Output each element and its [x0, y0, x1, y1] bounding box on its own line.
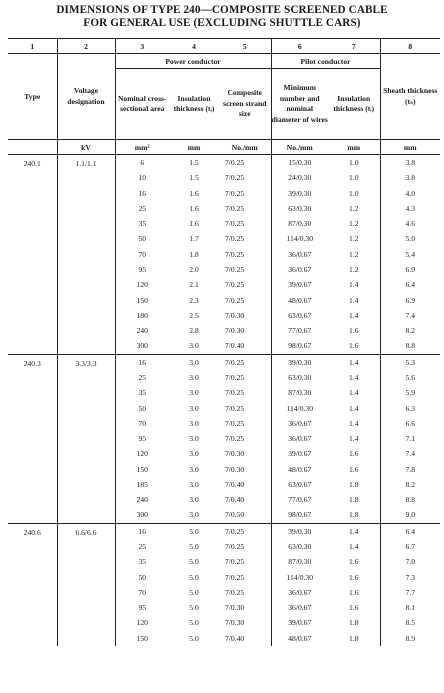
sheath-cell: 6.7 — [380, 539, 440, 554]
nominal-area-cell: 70 — [115, 416, 169, 431]
sheath-cell: 7.3 — [380, 570, 440, 585]
table-row — [8, 155, 440, 171]
table-title — [0, 4, 444, 30]
composite-screen-cell: 7/0.40 — [225, 479, 245, 489]
pilot-wires-cell: 114/0.30 — [271, 231, 328, 246]
unit-cell: No./mm — [271, 140, 328, 155]
insulation-pilot-cell: 1.2 — [349, 219, 359, 229]
composite-screen-cell: 7/0.25 — [225, 557, 245, 567]
nominal-area-cell: 16 — [115, 354, 169, 370]
nominal-area-cell: 150 — [115, 462, 169, 477]
sheath-cell: 5.3 — [380, 354, 440, 370]
composite-screen-cell: 7/0.40 — [225, 341, 245, 351]
voltage-cell: 1.1/1.1 — [57, 155, 115, 355]
pilot-wires-cell: 24/0.30 — [271, 170, 328, 185]
nominal-area-cell: 50 — [115, 231, 169, 246]
pilot-wires-cell: 77/0.67 — [271, 492, 328, 507]
voltage-cell: 6.6/6.6 — [57, 523, 115, 646]
sheath-cell: 7.0 — [380, 554, 440, 569]
pilot-wires-cell: 98/0.67 — [271, 507, 328, 523]
group-header-row — [8, 54, 440, 69]
nominal-area-cell: 185 — [115, 477, 169, 492]
composite-screen-cell: 7/0.40 — [225, 495, 245, 505]
insulation-pilot-cell: 1.6 — [349, 572, 359, 582]
group-power-conductor: Power conductor — [115, 54, 271, 69]
voltage-cell: 3.3/3.3 — [57, 354, 115, 523]
composite-screen-cell: 7/0.40 — [225, 633, 245, 643]
composite-screen-cell: 7/0.25 — [225, 434, 245, 444]
sheath-cell: 8.5 — [380, 615, 440, 630]
insulation-power-cell: 3.0 — [189, 434, 199, 444]
nominal-area-cell: 150 — [115, 631, 169, 646]
insulation-pilot-cell: 1.4 — [349, 372, 359, 382]
nominal-area-cell: 120 — [115, 615, 169, 630]
insulation-power-cell: 3.0 — [189, 341, 199, 351]
unit-cell: mm² — [115, 140, 169, 155]
composite-screen-cell: 7/0.25 — [219, 354, 271, 370]
composite-screen-cell: 7/0.25 — [225, 203, 245, 213]
insulation-pilot-cell: 1.2 — [349, 264, 359, 274]
type-cell: 240.3 — [8, 354, 57, 523]
cable-dimensions-table — [8, 38, 440, 646]
nominal-area-cell: 70 — [115, 585, 169, 600]
pilot-wires-cell: 36/0.67 — [271, 431, 328, 446]
sheath-cell: 5.4 — [380, 247, 440, 262]
composite-screen-cell: 7/0.30 — [225, 326, 245, 336]
nominal-area-cell: 50 — [115, 570, 169, 585]
nominal-area-cell: 16 — [115, 186, 169, 201]
composite-screen-cell: 7/0.30 — [225, 310, 245, 320]
pilot-wires-cell: 36/0.67 — [271, 600, 328, 615]
sheath-cell: 6.4 — [380, 277, 440, 292]
unit-cell: mm — [380, 140, 440, 155]
insulation-pilot-cell: 1.4 — [328, 523, 380, 539]
sheath-cell: 4.6 — [380, 216, 440, 231]
composite-screen-cell: 7/0.25 — [225, 173, 245, 183]
pilot-wires-cell: 48/0.67 — [271, 631, 328, 646]
insulation-power-cell: 1.7 — [189, 234, 199, 244]
pilot-wires-cell: 36/0.67 — [271, 262, 328, 277]
table-row — [8, 523, 440, 539]
insulation-pilot-cell: 1.4 — [349, 388, 359, 398]
pilot-wires-cell: 39/0.67 — [271, 277, 328, 292]
group-pilot-conductor: Pilot conductor — [271, 54, 380, 69]
sheath-cell: 8.1 — [380, 600, 440, 615]
insulation-power-cell: 5.0 — [169, 523, 219, 539]
pilot-wires-cell: 63/0.30 — [271, 370, 328, 385]
pilot-wires-cell: 48/0.67 — [271, 293, 328, 308]
composite-screen-cell: 7/0.30 — [225, 464, 245, 474]
nominal-area-cell: 240 — [115, 323, 169, 338]
sheath-cell: 6.6 — [380, 416, 440, 431]
pilot-wires-cell: 36/0.67 — [271, 585, 328, 600]
nominal-area-cell: 16 — [115, 523, 169, 539]
pilot-wires-cell: 87/0.30 — [271, 216, 328, 231]
header-type: Type — [24, 92, 41, 101]
sheath-cell: 8.8 — [380, 338, 440, 354]
header-composite-screen: Composite screen strand size — [222, 88, 267, 119]
sheath-cell: 5.9 — [380, 385, 440, 400]
pilot-wires-cell: 36/0.67 — [271, 247, 328, 262]
insulation-pilot-cell: 1.4 — [349, 434, 359, 444]
composite-screen-cell: 7/0.30 — [225, 618, 245, 628]
insulation-power-cell: 1.8 — [189, 249, 199, 259]
composite-screen-cell: 7/0.25 — [225, 388, 245, 398]
sheath-cell: 4.3 — [380, 201, 440, 216]
column-number: 6 — [271, 39, 328, 54]
unit-cell: kV — [57, 140, 115, 155]
sheath-cell: 8.9 — [380, 631, 440, 646]
insulation-power-cell: 2.0 — [189, 264, 199, 274]
composite-screen-cell: 7/0.25 — [225, 403, 245, 413]
composite-screen-cell: 7/0.50 — [225, 510, 245, 520]
insulation-power-cell: 2.1 — [189, 280, 199, 290]
insulation-pilot-cell: 1.0 — [349, 173, 359, 183]
header-nominal-area: Nominal cross-sectional area — [115, 69, 169, 140]
sheath-cell: 8.2 — [380, 477, 440, 492]
unit-cell: mm — [328, 140, 380, 155]
composite-screen-cell: 7/0.25 — [225, 418, 245, 428]
composite-screen-cell: 7/0.25 — [225, 280, 245, 290]
pilot-wires-cell: 39/0.30 — [271, 523, 328, 539]
column-number: 5 — [219, 39, 271, 54]
pilot-wires-cell: 48/0.67 — [271, 462, 328, 477]
pilot-wires-cell: 63/0.30 — [271, 201, 328, 216]
nominal-area-cell: 240 — [115, 492, 169, 507]
insulation-pilot-cell: 1.6 — [349, 557, 359, 567]
nominal-area-cell: 95 — [115, 600, 169, 615]
sheath-cell: 5.6 — [380, 370, 440, 385]
insulation-pilot-cell: 1.6 — [349, 326, 359, 336]
insulation-power-cell: 1.5 — [189, 173, 199, 183]
insulation-pilot-cell: 1.6 — [349, 587, 359, 597]
nominal-area-cell: 25 — [115, 370, 169, 385]
composite-screen-cell: 7/0.25 — [225, 542, 245, 552]
insulation-power-cell: 3.0 — [189, 495, 199, 505]
insulation-pilot-cell: 1.4 — [349, 542, 359, 552]
composite-screen-cell: 7/0.25 — [225, 372, 245, 382]
insulation-power-cell: 1.6 — [189, 203, 199, 213]
insulation-power-cell: 5.0 — [189, 557, 199, 567]
pilot-wires-cell: 63/0.67 — [271, 477, 328, 492]
composite-screen-cell: 7/0.25 — [225, 264, 245, 274]
insulation-pilot-cell: 1.8 — [349, 495, 359, 505]
nominal-area-cell: 10 — [115, 170, 169, 185]
nominal-area-cell: 35 — [115, 385, 169, 400]
unit-cell: No./mm — [219, 140, 271, 155]
insulation-power-cell: 5.0 — [189, 572, 199, 582]
insulation-power-cell: 3.0 — [189, 403, 199, 413]
nominal-area-cell: 300 — [115, 507, 169, 523]
insulation-power-cell: 1.6 — [189, 219, 199, 229]
insulation-power-cell: 5.0 — [189, 542, 199, 552]
insulation-power-cell: 1.6 — [189, 188, 199, 198]
insulation-power-cell: 5.0 — [189, 633, 199, 643]
sheath-cell: 7.4 — [380, 308, 440, 323]
sheath-cell: 9.0 — [380, 507, 440, 523]
insulation-power-cell: 3.0 — [189, 418, 199, 428]
insulation-pilot-cell: 1.6 — [349, 603, 359, 613]
sheath-cell: 6.9 — [380, 293, 440, 308]
header-insulation-pilot: Insulation thickness (tᵢ) — [333, 93, 375, 113]
sheath-cell: 6.4 — [380, 523, 440, 539]
composite-screen-cell: 7/0.25 — [225, 587, 245, 597]
nominal-area-cell: 35 — [115, 216, 169, 231]
nominal-area-cell: 120 — [115, 277, 169, 292]
pilot-wires-cell: 39/0.67 — [271, 446, 328, 461]
sheath-cell: 6.3 — [380, 401, 440, 416]
composite-screen-cell: 7/0.25 — [225, 249, 245, 259]
insulation-pilot-cell: 1.4 — [349, 280, 359, 290]
sheath-cell: 7.1 — [380, 431, 440, 446]
insulation-pilot-cell: 1.6 — [349, 449, 359, 459]
sheath-cell: 3.8 — [380, 170, 440, 185]
nominal-area-cell: 6 — [115, 155, 169, 171]
sheath-cell: 3.8 — [380, 155, 440, 171]
sheath-cell: 4.0 — [380, 186, 440, 201]
title-line-1: DIMENSIONS OF TYPE 240—COMPOSITE SCREENED CABLE — [56, 4, 388, 16]
insulation-power-cell: 3.0 — [189, 372, 199, 382]
sheath-cell: 7.4 — [380, 446, 440, 461]
table-row — [8, 354, 440, 370]
column-number: 2 — [57, 39, 115, 54]
sheath-cell: 8.2 — [380, 323, 440, 338]
pilot-wires-cell: 39/0.30 — [271, 354, 328, 370]
pilot-wires-cell: 98/0.67 — [271, 338, 328, 354]
insulation-pilot-cell: 1.6 — [349, 464, 359, 474]
composite-screen-cell: 7/0.30 — [225, 449, 245, 459]
nominal-area-cell: 70 — [115, 247, 169, 262]
insulation-power-cell: 2.3 — [189, 295, 199, 305]
nominal-area-cell: 95 — [115, 262, 169, 277]
insulation-pilot-cell: 1.6 — [349, 341, 359, 351]
column-number: 8 — [380, 39, 440, 54]
insulation-power-cell: 5.0 — [189, 618, 199, 628]
composite-screen-cell: 7/0.25 — [225, 188, 245, 198]
composite-screen-cell: 7/0.25 — [225, 295, 245, 305]
nominal-area-cell: 35 — [115, 554, 169, 569]
pilot-wires-cell: 15/0.30 — [271, 155, 328, 171]
sheath-cell: 7.7 — [380, 585, 440, 600]
insulation-power-cell: 3.0 — [189, 388, 199, 398]
composite-screen-cell: 7/0.25 — [219, 155, 271, 171]
insulation-power-cell: 1.5 — [169, 155, 219, 171]
pilot-wires-cell: 87/0.30 — [271, 385, 328, 400]
insulation-pilot-cell: 1.4 — [349, 418, 359, 428]
nominal-area-cell: 95 — [115, 431, 169, 446]
header-sheath: Sheath thickness (tₛ) — [380, 54, 440, 140]
insulation-pilot-cell: 1.8 — [349, 479, 359, 489]
nominal-area-cell: 150 — [115, 293, 169, 308]
type-cell: 240.6 — [8, 523, 57, 646]
insulation-pilot-cell: 1.4 — [328, 354, 380, 370]
unit-cell: mm — [169, 140, 219, 155]
column-number: 7 — [328, 39, 380, 54]
insulation-power-cell: 5.0 — [189, 603, 199, 613]
insulation-pilot-cell: 1.4 — [349, 295, 359, 305]
sheath-cell: 8.8 — [380, 492, 440, 507]
unit-cell — [8, 140, 57, 155]
title-line-2: FOR GENERAL USE (EXCLUDING SHUTTLE CARS) — [83, 17, 361, 29]
insulation-power-cell: 3.0 — [189, 464, 199, 474]
pilot-wires-cell: 114/0.30 — [271, 570, 328, 585]
column-number: 3 — [115, 39, 169, 54]
composite-screen-cell: 7/0.30 — [225, 603, 245, 613]
insulation-power-cell: 3.0 — [189, 449, 199, 459]
type-cell: 240.1 — [8, 155, 57, 355]
column-number: 1 — [8, 39, 57, 54]
insulation-power-cell: 3.0 — [189, 510, 199, 520]
insulation-pilot-cell: 1.8 — [349, 510, 359, 520]
pilot-wires-cell: 39/0.30 — [271, 186, 328, 201]
sheath-cell: 5.0 — [380, 231, 440, 246]
insulation-pilot-cell: 1.2 — [349, 249, 359, 259]
insulation-pilot-cell: 1.8 — [349, 618, 359, 628]
nominal-area-cell: 180 — [115, 308, 169, 323]
pilot-wires-cell: 77/0.67 — [271, 323, 328, 338]
nominal-area-cell: 25 — [115, 201, 169, 216]
insulation-pilot-cell: 1.8 — [349, 633, 359, 643]
insulation-pilot-cell: 1.2 — [349, 203, 359, 213]
insulation-power-cell: 5.0 — [189, 587, 199, 597]
header-min-number-wires: Minimum number and nominal diameter of wires — [271, 69, 328, 140]
header-insulation-power: Insulation thickness (tᵢ) — [173, 93, 215, 113]
insulation-pilot-cell: 1.0 — [328, 155, 380, 171]
insulation-power-cell: 3.0 — [189, 479, 199, 489]
column-number-row — [8, 39, 440, 54]
nominal-area-cell: 50 — [115, 401, 169, 416]
pilot-wires-cell: 63/0.67 — [271, 308, 328, 323]
composite-screen-cell: 7/0.25 — [219, 523, 271, 539]
pilot-wires-cell: 114/0.30 — [271, 401, 328, 416]
column-number: 4 — [169, 39, 219, 54]
pilot-wires-cell: 39/0.67 — [271, 615, 328, 630]
insulation-pilot-cell: 1.4 — [349, 310, 359, 320]
nominal-area-cell: 120 — [115, 446, 169, 461]
insulation-pilot-cell: 1.4 — [349, 403, 359, 413]
pilot-wires-cell: 63/0.30 — [271, 539, 328, 554]
composite-screen-cell: 7/0.25 — [225, 572, 245, 582]
pilot-wires-cell: 36/0.67 — [271, 416, 328, 431]
insulation-power-cell: 3.0 — [169, 354, 219, 370]
composite-screen-cell: 7/0.25 — [225, 234, 245, 244]
insulation-power-cell: 2.5 — [189, 310, 199, 320]
sheath-cell: 7.8 — [380, 462, 440, 477]
nominal-area-cell: 300 — [115, 338, 169, 354]
insulation-pilot-cell: 1.0 — [349, 188, 359, 198]
insulation-power-cell: 2.8 — [189, 326, 199, 336]
header-voltage: Voltage designation — [57, 54, 115, 140]
insulation-pilot-cell: 1.2 — [349, 234, 359, 244]
nominal-area-cell: 25 — [115, 539, 169, 554]
pilot-wires-cell: 87/0.30 — [271, 554, 328, 569]
sheath-cell: 6.0 — [380, 262, 440, 277]
units-row — [8, 140, 440, 155]
composite-screen-cell: 7/0.25 — [225, 219, 245, 229]
